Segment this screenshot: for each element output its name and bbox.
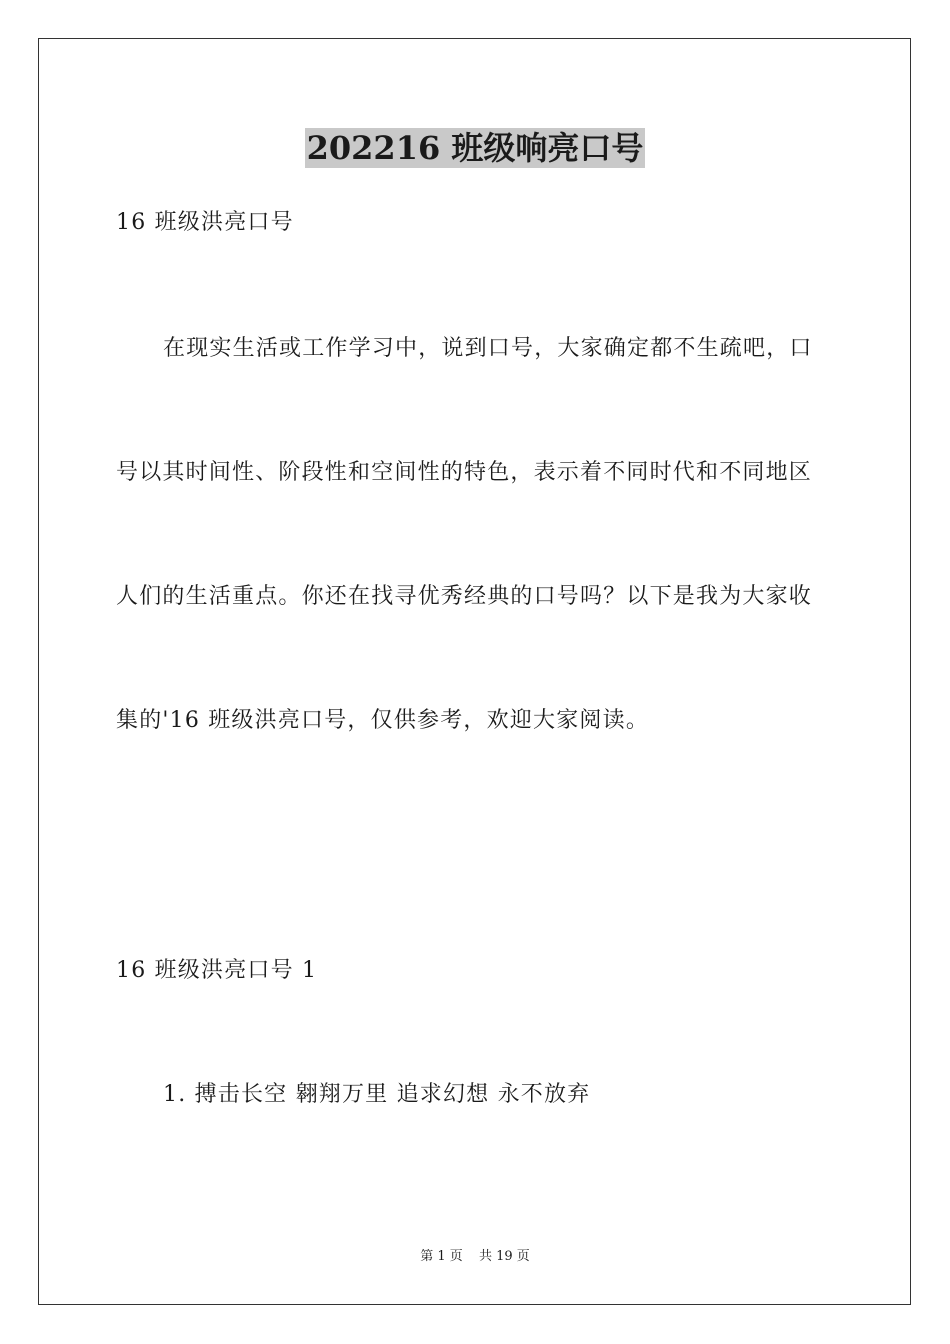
page-footer: [0, 1248, 950, 1266]
document-title: 202216 班级响亮口号: [306, 129, 644, 167]
paragraph-line-3: 人们的生活重点。你还在找寻优秀经典的口号吗？以下是我为大家收: [116, 584, 813, 609]
list-item: 1. 搏击长空 翱翔万里 追求幻想 永不放弃: [163, 1082, 591, 1107]
paragraph-line-2: 号以其时间性、阶段性和空间性的特色，表示着不同时代和不同地区: [116, 460, 813, 485]
paragraph-line-1: 在现实生活或工作学习中，说到口号，大家确定都不生疏吧，口: [163, 336, 813, 361]
title-container: [0, 128, 950, 168]
subtitle: 16 班级洪亮口号: [116, 210, 294, 235]
section-heading: 16 班级洪亮口号 1: [116, 958, 318, 983]
page-number: 第 1 页: [420, 1249, 463, 1264]
page-total: 共 19 页: [478, 1249, 530, 1264]
paragraph-line-4: 集的'16 班级洪亮口号，仅供参考，欢迎大家阅读。: [116, 708, 650, 733]
